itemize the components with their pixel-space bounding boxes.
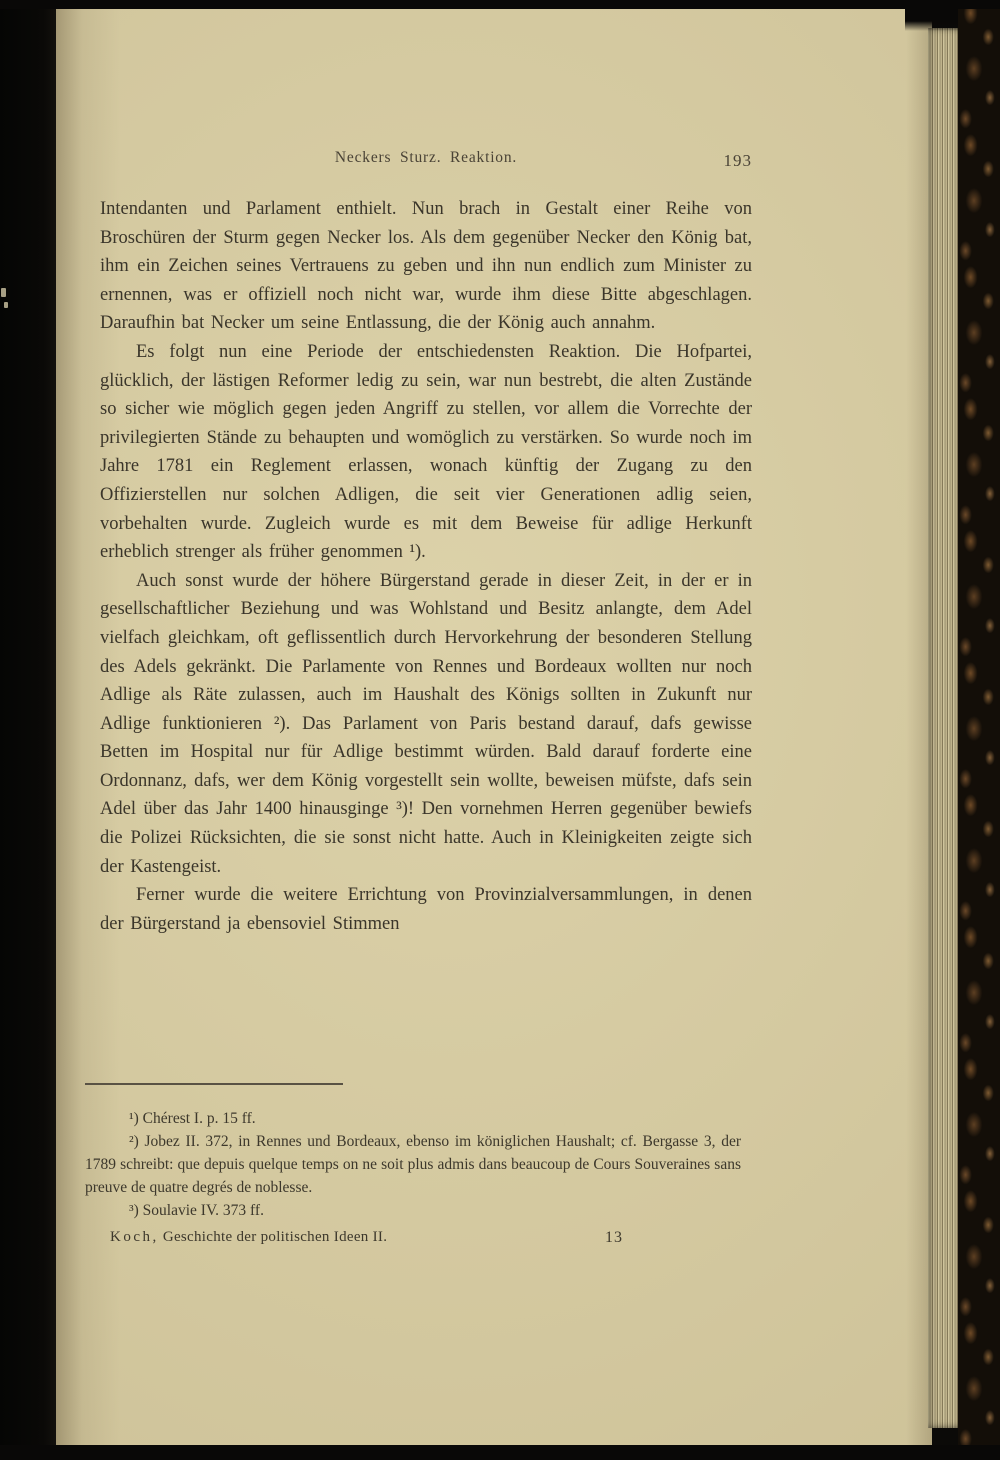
book-spine-gutter	[0, 0, 62, 1460]
spine-mark	[4, 302, 8, 308]
footnote: ³) Soulavie IV. 373 ff.	[129, 1202, 264, 1219]
body-text	[100, 195, 752, 938]
running-title: Neckers Sturz. Reaktion.	[334, 149, 518, 166]
footnote-separator	[85, 1083, 343, 1085]
sheet-number: 13	[605, 1229, 623, 1246]
signature-author: Koch,	[110, 1229, 159, 1245]
footnote: ²) Jobez II. 372, in Rennes und Bordeaux, ebenso im königlichen Haushalt; cf. Bergasse 3, der 1789 schreibt: que depuis quelque temps on ne soit plus admis dans beaucoup de Cours Souveraines sans preuve de quatre degrés de noblesse.	[85, 1133, 741, 1196]
paragraph: Ferner wurde die weitere Errichtung von Provinzialversammlungen, in denen der Bürgerstand ja ebensoviel Stimmen	[100, 885, 752, 934]
signature-work: Geschichte der politischen Ideen II.	[162, 1229, 388, 1245]
page-number: 193	[723, 151, 752, 170]
frame-top	[0, 0, 1000, 9]
running-header	[100, 149, 752, 173]
footnote: ¹) Chérest I. p. 15 ff.	[129, 1110, 256, 1127]
frame-bottom	[0, 1445, 1000, 1460]
paragraph: Auch sonst wurde der höhere Bürgerstand gerade in dieser Zeit, in der er in gesellschaftlicher Beziehung und was Wohlstand und Besitz anlangte, dem Adel vielfach gleichkam, oft geflissentlich durch Hervorkehrung der besonderen Stellung des Adels gekränkt. Die Parlamente von Rennes und Bordeaux wollten nur noch Adlige als Räte zulassen, auch im Haushalt des Königs sollten in Zukunft nur Adlige funktionieren ²). Das Parlament von Paris bestand darauf, dafs gewisse Betten im Hospital nur für Adlige bestimmt würden. Bald darauf forderte eine Ordonnanz, dafs, wer dem König vorgestellt sein wollte, beweisen müfste, dafs sein Adel über das Jahr 1400 hinausginge ³)! Den vornehmen Herren gegenüber bewiefs die Polizei Rücksichten, die sie sonst nicht hatte. Auch in Kleinigkeiten zeigte sich der Kastengeist.	[100, 570, 752, 877]
book-cover-edge	[958, 0, 1000, 1460]
paragraph: Intendanten und Parlament enthielt. Nun brach in Gestalt einer Reihe von Broschüren der Sturm gegen Necker los. Als dem gegenüber Necker den König bat, ihm ein Zeichen seines Vertrauens zu geben und ihn nun endlich zum Minister zu ernennen, was er offiziell noch nicht war, wurde ihm diese Bitte abgeschlagen. Daraufhin bat Necker um seine Entlassung, die der König auch annahm.	[100, 199, 752, 334]
printer-signature	[110, 1229, 387, 1246]
page-footer	[85, 1229, 741, 1251]
footnotes	[85, 1107, 741, 1222]
book-page	[56, 9, 932, 1445]
footnote-apparatus	[85, 1083, 741, 1251]
spine-mark	[1, 288, 6, 297]
paragraph: Es folgt nun eine Periode der entschiedensten Reaktion. Die Hofpartei, glücklich, der lästigen Reformer ledig zu sein, war nun bestrebt, die alten Zustände so sicher wie möglich gegen jeden Angriff zu stellen, vor allem die Vorrechte der privilegierten Stände zu behaupten und womöglich zu verstärken. So wurde noch im Jahre 1781 ein Reglement erlassen, wonach künftig der Zugang zu den Offizierstellen nur solchen Adligen, die seit vier Generationen adlig seien, vorbehalten wurde. Zugleich wurde es mit dem Beweise für adlige Herkunft erheblich strenger als früher genommen ¹).	[100, 341, 752, 563]
